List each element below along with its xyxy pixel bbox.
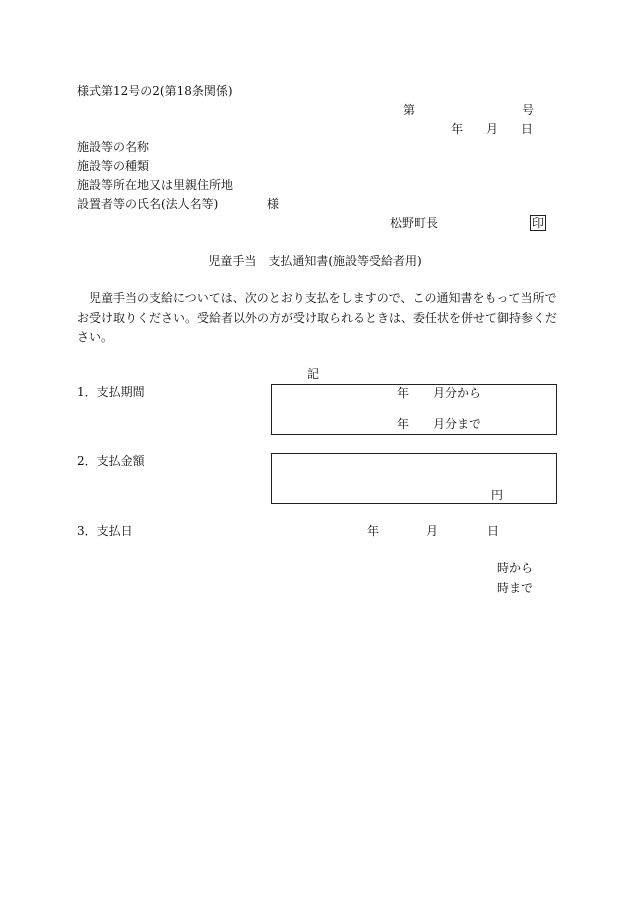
payment-amount-field — [271, 453, 557, 504]
payment-date-day: 日 — [487, 524, 500, 538]
document-number-suffix: 号 — [522, 103, 535, 117]
body-line-2: お受け取りください。受給者以外の方が受け取られるときは、委任状を併せて御持参くだ — [77, 311, 558, 325]
recipient-honorific: 様 — [267, 197, 280, 211]
issuer-name: 松野町長 — [390, 216, 439, 230]
payment-date-month: 月 — [426, 524, 439, 538]
payment-date-year: 年 — [367, 524, 380, 538]
period-from-month: 月分から — [433, 386, 482, 400]
payment-amount-label: 2．支払金額 — [77, 454, 145, 468]
document-title: 児童手当 支払通知書(施設等受給者用) — [208, 254, 422, 268]
operator-name-label: 設置者等の氏名(法人名等) — [77, 197, 219, 211]
body-line-1: 児童手当の支給については、次のとおり支払をしますので、この通知書をもって当所で — [89, 291, 557, 305]
facility-type-label: 施設等の種類 — [77, 159, 150, 173]
period-to-year: 年 — [397, 417, 410, 431]
payment-time-from: 時から — [497, 561, 534, 575]
payment-date-label: 3．支払日 — [77, 524, 133, 538]
body-line-3: さい。 — [77, 330, 114, 344]
form-number: 様式第12号の2(第18条関係) — [77, 84, 233, 98]
ki-heading: 記 — [307, 367, 320, 381]
issue-date-day: 日 — [521, 122, 534, 136]
issue-date-month: 月 — [486, 122, 499, 136]
seal-stamp: 印 — [531, 216, 544, 230]
facility-name-label: 施設等の名称 — [77, 140, 150, 154]
payment-period-label: 1．支払期間 — [77, 385, 145, 399]
facility-address-label: 施設等所在地又は里親住所地 — [77, 178, 234, 192]
issue-date-year: 年 — [451, 122, 464, 136]
period-to-month: 月分まで — [433, 417, 482, 431]
amount-currency-unit: 円 — [491, 488, 504, 502]
payment-period-field — [271, 384, 557, 435]
period-from-year: 年 — [397, 386, 410, 400]
document-number-prefix: 第 — [403, 103, 416, 117]
payment-time-to: 時まで — [497, 581, 534, 595]
